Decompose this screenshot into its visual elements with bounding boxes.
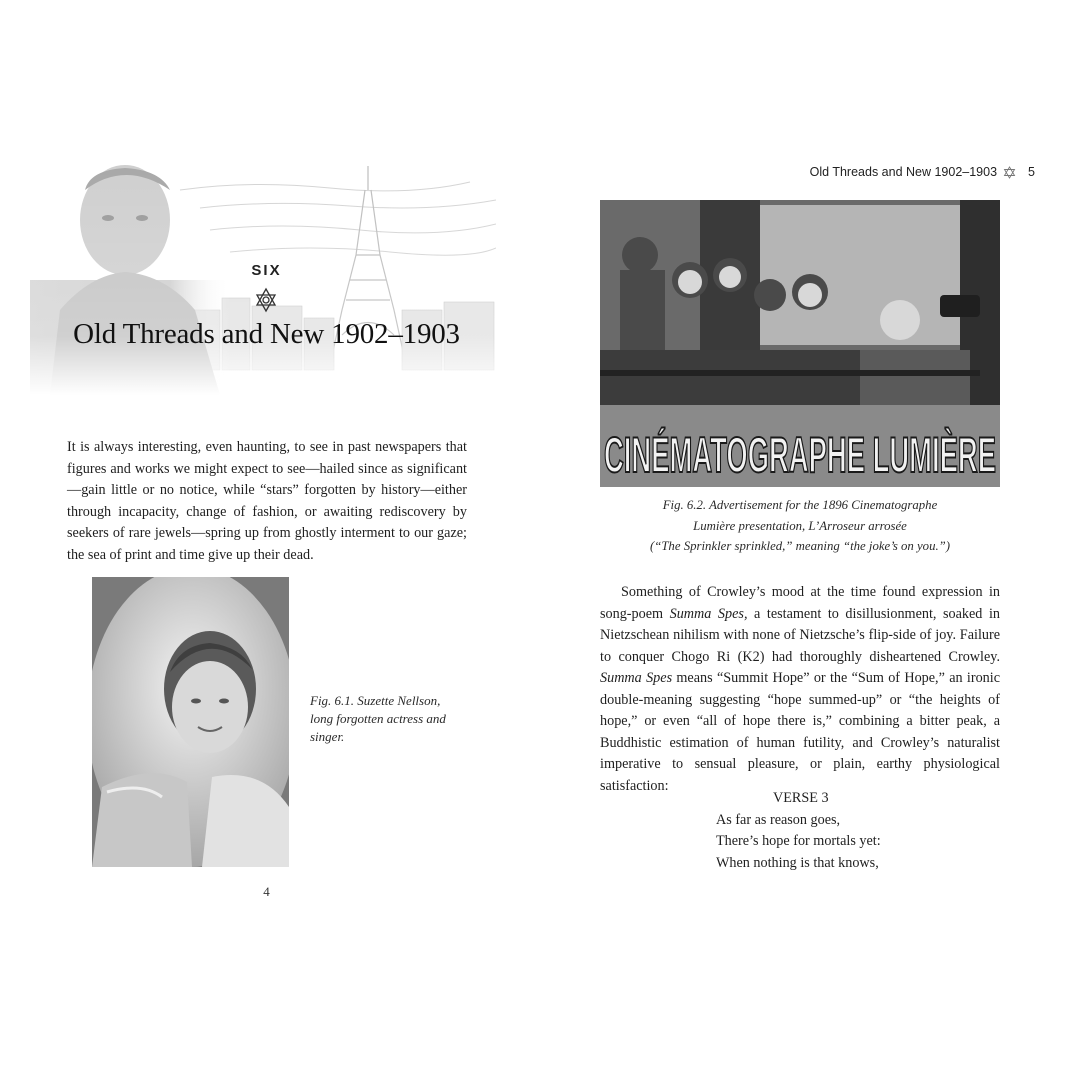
hexagram-icon [1003,166,1016,179]
suzette-nellson-photo [92,577,289,867]
chapter-label: SIX [251,262,282,279]
paragraph-text-2: a testament to disillusionment, soaked in Nietzschean nihilism with none of Nietzsche’s flip-side of joy. Failure to conquer Chogo Ri (K2) had thoroughly disheartened Crowley. [600,605,1000,665]
verse-line: There’s hope for mortals yet: [716,833,881,849]
paragraph-text-1: Something of Crowley’s mood at the time found expression in song-poem [600,584,1000,622]
paragraph-emphasis-2: Summa Spes [600,670,673,686]
unicursal-hexagram-icon [254,287,278,313]
lumiere-poster-image [600,200,1000,487]
caption-line-1: Fig. 6.2. Advertisement for the 1896 Cinematographe [662,498,938,512]
chapter-title: Old Threads and New 1902–1903 [73,318,460,350]
poster-title: CINÉMATOGRAPHE LUMIÈRE [604,427,996,483]
intro-paragraph: It is always interesting, even haunting, to see in past newspapers that figures and works we might expect to see—hailed since as significant—gain little or no notice, while “stars” forgotten by history—either through incapacity, change of fashion, or awaiting rediscovery by seekers of rare jewels—spring up from ghostly interment to our gaze; the sea of print and time give up their dead. [67,439,467,563]
figure-6-1-caption: Fig. 6.1. Suzette Nellson, long forgotten actress and singer. [310,693,446,744]
verse-title: VERSE 3 [773,790,829,806]
verse-line: When nothing is that knows, [716,854,879,871]
verse-block [716,788,881,874]
running-head-title: Old Threads and New 1902–1903 [809,165,998,179]
page-number-left: 4 [263,884,270,899]
paragraph-text-3: means “Summit Hope” or the “Sum of Hope,” an ironic double-meaning suggesting “hope summed-up” or “the heights of hope,” or even “all of hope there is,” combining a bitter peak, a Buddhistic estimation of human futility, and Crowley’s naturalist imperative to sensual pleasure, or plain, earthy physiological satisfaction: [600,670,1000,794]
running-head [773,165,1035,179]
figure-6-2-caption [600,495,1000,557]
paragraph-emphasis-1: Summa Spes, [669,605,748,622]
page-number-right: 5 [1028,165,1035,179]
caption-line-3: (“The Sprinkler sprinkled,” meaning “the joke’s on you.”) [649,539,951,553]
summa-spes-paragraph [600,582,1000,797]
verse-line: As far as reason goes, [716,811,841,828]
caption-line-2: Lumière presentation, L’Arroseur arrosée [693,518,907,533]
right-page [533,0,1066,1066]
